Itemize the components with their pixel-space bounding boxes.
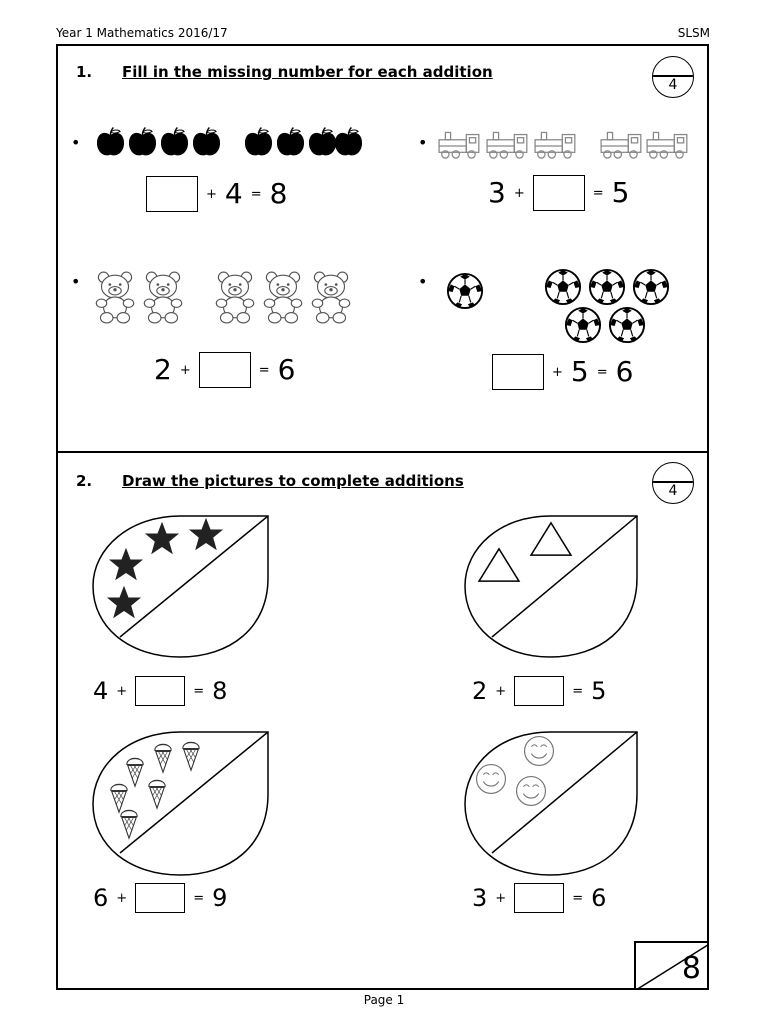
trains-picture bbox=[437, 126, 693, 164]
sum: 6 bbox=[591, 884, 607, 912]
answer-box[interactable] bbox=[146, 176, 198, 212]
question-2-marks-value: 4 bbox=[668, 483, 678, 499]
plus-sign: + bbox=[552, 364, 563, 380]
apple-icon bbox=[129, 128, 156, 156]
question-2-marks bbox=[652, 462, 694, 504]
apple-icon bbox=[277, 128, 304, 156]
apple-icon bbox=[309, 128, 336, 156]
triangles-leaf-picture bbox=[462, 512, 640, 660]
q1-equation-apples bbox=[146, 176, 287, 212]
apple-icon bbox=[335, 128, 362, 156]
smiley-face-icon bbox=[525, 737, 554, 766]
section-divider bbox=[56, 451, 709, 453]
addend: 2 bbox=[154, 353, 172, 386]
sum: 6 bbox=[277, 353, 296, 386]
equals-sign: = bbox=[193, 683, 205, 699]
q1-equation-trains bbox=[488, 175, 629, 211]
school-code: SLSM bbox=[677, 26, 710, 40]
equals-sign: = bbox=[572, 683, 584, 699]
bullet: • bbox=[71, 133, 81, 152]
smiley-face-icon bbox=[517, 777, 546, 806]
addend: 4 bbox=[93, 677, 109, 705]
q2-equation-triangles bbox=[472, 676, 606, 706]
total-marks-value: 8 bbox=[681, 951, 701, 986]
teddy-bear-icon bbox=[144, 272, 181, 323]
answer-box[interactable] bbox=[514, 883, 564, 913]
bullet: • bbox=[418, 133, 428, 152]
q1-equation-bears bbox=[154, 352, 295, 388]
equals-sign: = bbox=[258, 362, 270, 378]
addend: 6 bbox=[93, 884, 109, 912]
q2-equation-smileys bbox=[472, 883, 606, 913]
addend: 5 bbox=[570, 355, 589, 388]
answer-box[interactable] bbox=[135, 883, 185, 913]
q1-equation-footballs bbox=[492, 354, 633, 390]
total-marks-box bbox=[634, 941, 709, 990]
answer-box[interactable] bbox=[514, 676, 564, 706]
sum: 8 bbox=[212, 677, 228, 705]
plus-sign: + bbox=[179, 362, 191, 378]
plus-sign: + bbox=[495, 683, 507, 699]
addend: 4 bbox=[224, 177, 243, 210]
train-icon bbox=[535, 132, 575, 158]
football-icon bbox=[610, 308, 644, 342]
plus-sign: + bbox=[495, 890, 507, 906]
answer-box[interactable] bbox=[533, 175, 585, 211]
addend: 3 bbox=[488, 176, 506, 209]
plus-sign: + bbox=[513, 185, 525, 201]
equals-sign: = bbox=[572, 890, 584, 906]
sum: 5 bbox=[591, 677, 607, 705]
football-icon bbox=[546, 270, 580, 304]
q2-equation-ice-creams bbox=[93, 883, 227, 913]
sum: 5 bbox=[611, 176, 630, 209]
bullet: • bbox=[418, 272, 428, 291]
teddy-bears-picture bbox=[92, 268, 360, 326]
teddy-bear-icon bbox=[96, 272, 133, 323]
answer-box[interactable] bbox=[135, 676, 185, 706]
ice-creams-leaf-picture bbox=[90, 728, 272, 878]
apple-icon bbox=[97, 128, 124, 156]
smiley-face-icon bbox=[477, 765, 506, 794]
bullet: • bbox=[71, 272, 81, 291]
page-number: Page 1 bbox=[363, 993, 405, 1007]
plus-sign: + bbox=[116, 890, 128, 906]
teddy-bear-icon bbox=[312, 272, 349, 323]
answer-box[interactable] bbox=[199, 352, 251, 388]
sum: 8 bbox=[269, 177, 288, 210]
train-icon bbox=[601, 132, 641, 158]
addend: 2 bbox=[472, 677, 488, 705]
question-1-marks-value: 4 bbox=[668, 77, 678, 93]
equals-sign: = bbox=[250, 186, 262, 202]
answer-box[interactable] bbox=[492, 354, 544, 390]
equals-sign: = bbox=[592, 185, 604, 201]
q2-equation-stars bbox=[93, 676, 227, 706]
footballs-picture bbox=[440, 264, 676, 344]
question-1-marks bbox=[652, 56, 694, 98]
worksheet-title: Year 1 Mathematics 2016/17 bbox=[56, 26, 228, 40]
question-2-title: Draw the pictures to complete additions bbox=[122, 472, 464, 490]
apple-icon bbox=[245, 128, 272, 156]
equals-sign: = bbox=[193, 890, 205, 906]
apple-icon bbox=[161, 128, 188, 156]
stars-leaf-picture bbox=[90, 512, 272, 660]
question-2-number: 2. bbox=[76, 472, 93, 490]
football-icon bbox=[448, 274, 482, 308]
football-icon bbox=[566, 308, 600, 342]
football-icon bbox=[590, 270, 624, 304]
question-1-number: 1. bbox=[76, 63, 93, 81]
football-icon bbox=[634, 270, 668, 304]
equals-sign: = bbox=[596, 364, 608, 380]
smileys-leaf-picture bbox=[462, 728, 640, 878]
question-1-title: Fill in the missing number for each addition bbox=[122, 63, 493, 81]
plus-sign: + bbox=[116, 683, 128, 699]
teddy-bear-icon bbox=[264, 272, 301, 323]
sum: 6 bbox=[615, 355, 634, 388]
apples-picture bbox=[94, 122, 364, 160]
teddy-bear-icon bbox=[216, 272, 253, 323]
train-icon bbox=[647, 132, 687, 158]
apple-icon bbox=[193, 128, 220, 156]
sum: 9 bbox=[212, 884, 228, 912]
plus-sign: + bbox=[206, 186, 217, 202]
addend: 3 bbox=[472, 884, 488, 912]
train-icon bbox=[487, 132, 527, 158]
train-icon bbox=[439, 132, 479, 158]
